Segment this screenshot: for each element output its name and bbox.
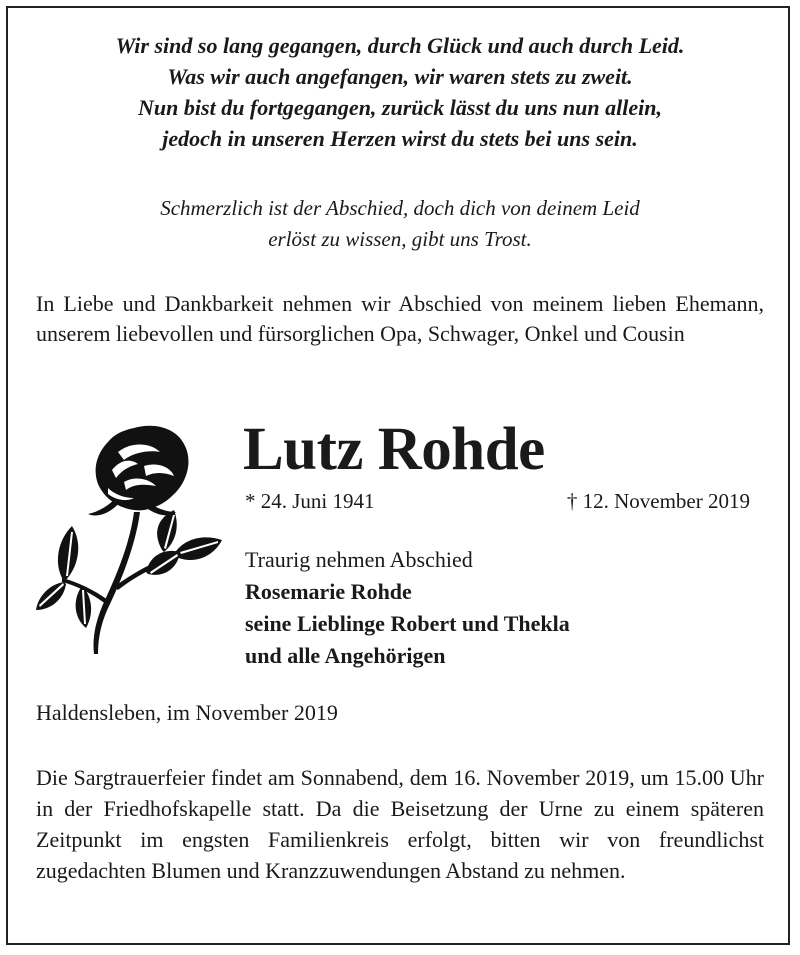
birth-date: * 24. Juni 1941: [245, 489, 375, 513]
quote-line: erlöst zu wissen, gibt uns Trost.: [268, 227, 532, 251]
poem: [0, 30, 800, 154]
place-date: Haldensleben, im November 2019: [36, 700, 338, 725]
quote: [0, 193, 800, 255]
rose-icon: [34, 422, 224, 660]
death-date: † 12. November 2019: [566, 489, 750, 513]
mourner-name: und alle Angehörigen: [245, 643, 446, 668]
mourner-name: seine Lieblinge Robert und Thekla: [245, 611, 570, 636]
mourners: [245, 544, 570, 672]
mourners-lead: Traurig nehmen Abschied: [245, 547, 473, 572]
deceased-name: Lutz Rohde: [243, 416, 545, 483]
funeral-info: Die Sargtrauerfeier findet am Sonnabend, dem 16. November 2019, um 15.00 Uhr in der Friedhofskapelle statt. Da die Beisetzung der Urne zu einem späteren Zeitpunkt im engsten Familienkreis erfolgt, bitten wir von freundlichst zugedachten Blumen und Kranzzuwendungen Abstand zu nehmen.: [36, 765, 764, 883]
poem-line: Wir sind so lang gegangen, durch Glück und auch durch Leid.: [115, 33, 685, 58]
intro-text: In Liebe und Dankbarkeit nehmen wir Abschied von meinem lieben Ehemann, unserem liebevollen und fürsorglichen Opa, Schwager, Onkel und Cousin: [36, 291, 764, 346]
poem-line: Nun bist du fortgegangen, zurück lässt du uns nun allein,: [138, 95, 662, 120]
mourner-name: Rosemarie Rohde: [245, 579, 412, 604]
quote-line: Schmerzlich ist der Abschied, doch dich von deinem Leid: [160, 196, 640, 220]
poem-line: Was wir auch angefangen, wir waren stets zu zweit.: [167, 64, 633, 89]
poem-line: jedoch in unseren Herzen wirst du stets bei uns sein.: [162, 126, 638, 151]
